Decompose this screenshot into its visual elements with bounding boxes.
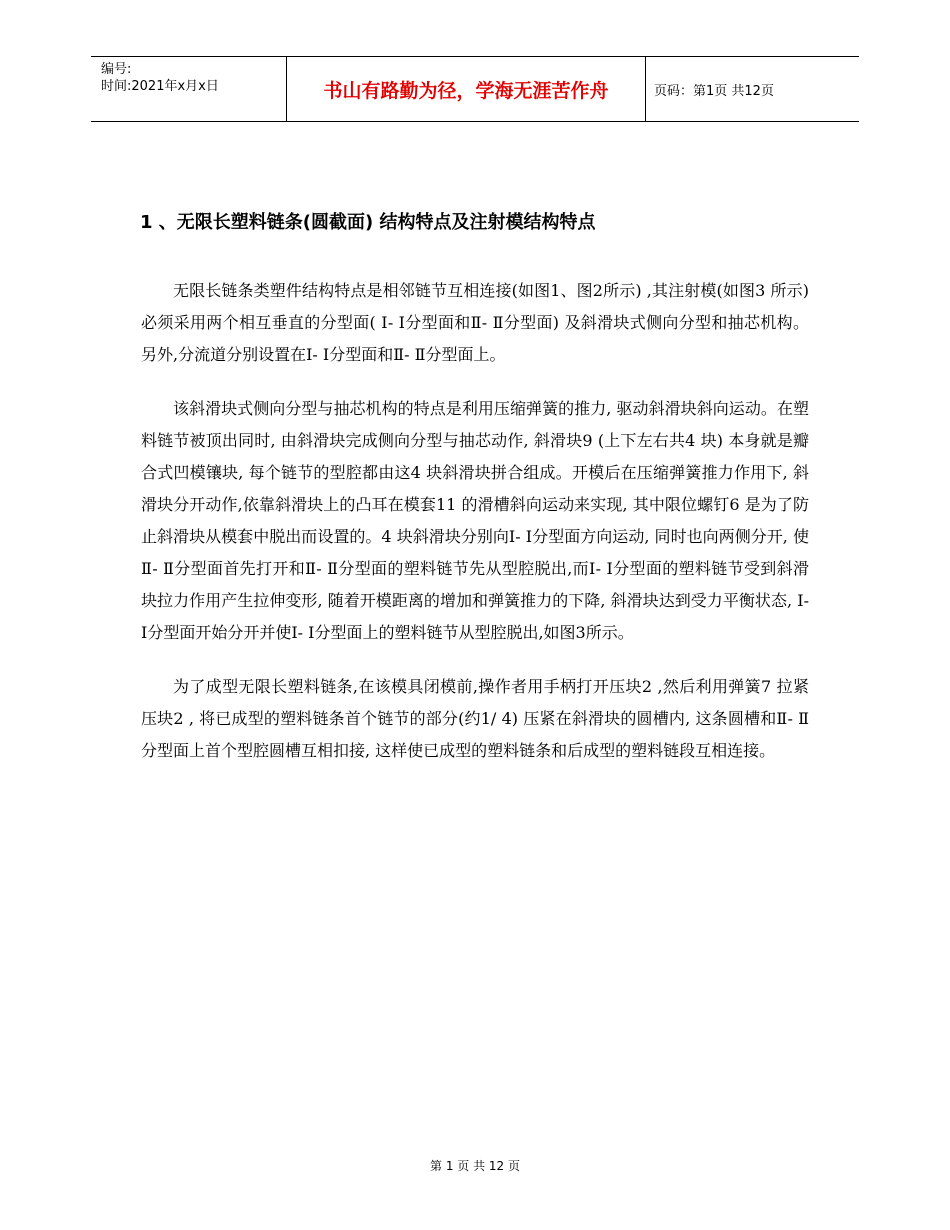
header-page-info: 页码：第1页 共12页 <box>654 83 774 99</box>
paragraph-3: 为了成型无限长塑料链条,在该模具闭模前,操作者用手柄打开压块2 ,然后利用弹簧7 拉紧压块2 , 将已成型的塑料链条首个链节的部分(约1/ 4) 压紧在斜滑块的圆槽内, 这条圆槽和Ⅱ- Ⅱ分型面上首个型腔圆槽互相扣接, 这样使已成型的塑料链条和后成型的塑料链段互相连接。 <box>141 677 809 760</box>
document-number-label: 编号: <box>101 62 132 77</box>
page-footer: 第 1 页 共 12 页 <box>430 1159 520 1173</box>
header-meta <box>91 57 286 121</box>
header-motto: 书山有路勤为径，学海无涯苦作舟 <box>286 57 646 121</box>
document-time-label: 时间:2021年x月x日 <box>101 79 219 94</box>
section-heading: 1 、无限长塑料链条(圆截面) 结构特点及注射模结构特点 <box>140 212 596 233</box>
paragraph-1: 无限长链条类塑件结构特点是相邻链节互相连接(如图1、图2所示) ,其注射模(如图3 所示) 必须采用两个相互垂直的分型面( Ⅰ- Ⅰ分型面和Ⅱ- Ⅱ分型面) 及斜滑块式侧向分型和抽芯机构。另外,分流道分别设置在Ⅰ- Ⅰ分型面和Ⅱ- Ⅱ分型面上。 <box>141 281 809 364</box>
page-header <box>91 56 859 122</box>
document-body <box>141 275 809 789</box>
paragraph-2: 该斜滑块式侧向分型与抽芯机构的特点是利用压缩弹簧的推力, 驱动斜滑块斜向运动。在塑料链节被顶出同时, 由斜滑块完成侧向分型与抽芯动作, 斜滑块9 (上下左右共4 块) 本身就是瓣合式凹模镶块, 每个链节的型腔都由这4 块斜滑块拼合组成。开模后在压缩弹簧推力作用下, 斜滑块分开动作,依靠斜滑块上的凸耳在模套11 的滑槽斜向运动来实现, 其中限位螺钉6 是为了防止斜滑块从模套中脱出而设置的。4 块斜滑块分别向Ⅰ- Ⅰ分型面方向运动, 同时也向两侧分开, 使Ⅱ- Ⅱ分型面首先打开和Ⅱ- Ⅱ分型面的塑料链节先从型腔脱出,而Ⅰ- Ⅰ分型面的塑料链节受到斜滑块拉力作用产生拉伸变形, 随着开模距离的增加和弹簧推力的下降, 斜滑块达到受力平衡状态, Ⅰ- Ⅰ分型面开始分开并使Ⅰ- Ⅰ分型面上的塑料链节从型腔脱出,如图3所示。 <box>141 399 809 642</box>
